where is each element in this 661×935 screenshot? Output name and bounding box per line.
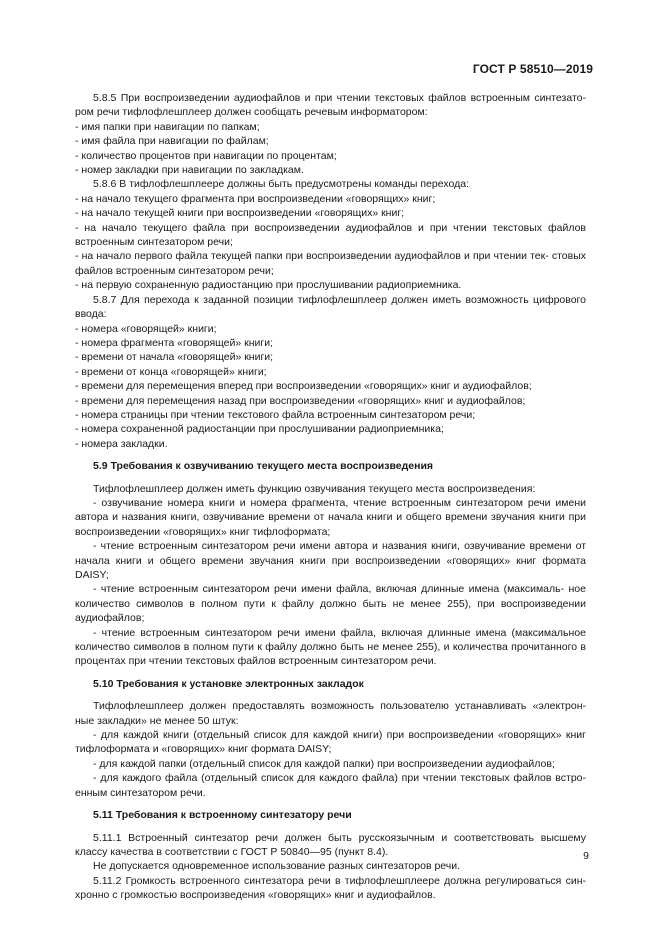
list-item: - на начало текущего файла при воспроизведении аудиофайлов и при чтении текстовых файлов встроенным синтезатором речи; xyxy=(75,221,586,249)
list-item: - имя папки при навигации по папкам; xyxy=(75,120,260,133)
page-number: 9 xyxy=(583,850,589,862)
list-item: - номера страницы при чтении текстового файла встроенным синтезатором речи; xyxy=(75,408,476,421)
paragraph-5-8-7: 5.8.7 Для перехода к заданной позиции тифлофлешплеер должен иметь возможность цифрового ввода: xyxy=(75,293,586,321)
list-item: - номера закладки. xyxy=(75,437,168,450)
list-item: - номера сохраненной радиостанции при прослушивании радиоприемника; xyxy=(75,423,444,436)
document-body xyxy=(75,91,586,903)
list-item: - времени для перемещения назад при воспроизведении «говорящих» книг и аудиофайлов; xyxy=(75,394,526,407)
list-item: - номер закладки при навигации по закладкам. xyxy=(75,164,304,177)
list-item: - для каждой папки (отдельный список для каждой папки) при воспроизведении аудиофайлов; xyxy=(93,757,555,770)
list-item: - озвучивание номера книги и номера фрагмента, чтение встроенным синтезатором речи имени автора и названия книги, озвучивание времени от начала книги и общего времени звучания книги при воспроизведении «говорящих» книг тифлоформата; xyxy=(75,496,586,538)
paragraph-5-11-2: 5.11.2 Громкость встроенного синтезатора речи в тифлофлешплеере должна регулироваться син- хронно с громкостью воспроизведения «говорящих» книг и аудиофайлов. xyxy=(75,874,586,902)
section-heading-5-11: 5.11 Требования к встроенному синтезатору речи xyxy=(93,809,352,822)
paragraph: Не допускается одновременное использование разных синтезаторов речи. xyxy=(93,860,461,873)
list-item: - чтение встроенным синтезатором речи имени автора и названия книги, озвучивание времени от начала книги и общего времени звучания книги при воспроизведении «говорящих» книг формата DAISY; xyxy=(75,540,586,581)
list-item: - количество процентов при навигации по процентам; xyxy=(75,149,337,162)
list-item: - для каждой книги (отдельный список для каждой книги) при воспроизведении «говорящих» книг тифлоформата и «говорящих» книг формата DAISY; xyxy=(75,729,586,756)
list-item: - на начало текущего фрагмента при воспроизведении «говорящих» книг; xyxy=(75,192,436,205)
list-item: - времени от конца «говорящей» книги; xyxy=(75,365,267,378)
paragraph-5-11-1: 5.11.1 Встроенный синтезатор речи должен быть русскоязычным и соответствовать высшему классу качества в соответствии с ГОСТ Р 50840—95 (пункт 8.4). xyxy=(75,831,586,858)
list-item: - времени для перемещения вперед при воспроизведении «говорящих» книг и аудиофайлов; xyxy=(75,380,532,393)
list-item: - номера «говорящей» книги; xyxy=(75,322,217,335)
section-heading-5-10: 5.10 Требования к установке электронных закладок xyxy=(93,677,364,690)
list-item: - на первую сохраненную радиостанцию при прослушивании радиоприемника. xyxy=(75,279,462,292)
section-heading-5-9: 5.9 Требования к озвучиванию текущего места воспроизведения xyxy=(93,460,434,473)
paragraph: Тифлофлешплеер должен иметь функцию озвучивания текущего места воспроизведения: xyxy=(93,482,536,495)
list-item: - чтение встроенным синтезатором речи имени файла, включая длинные имена (максимальное количество символов в полном пути к файлу должно быть не менее 255), и количества прочитанного в процентах при чтении текстовых файлов встроенным синтезатором речи. xyxy=(75,626,586,668)
list-item: - времени от начала «говорящей» книги; xyxy=(75,351,274,364)
paragraph-5-8-5: 5.8.5 При воспроизведении аудиофайлов и при чтении текстовых файлов встроенным синтезато- ром речи тифлофлешплеер должен сообщать речевым информатором: xyxy=(75,92,586,119)
list-item: - на начало текущей книги при воспроизведении «говорящих» книг; xyxy=(75,207,405,220)
list-item: - чтение встроенным синтезатором речи имени файла, включая длинные имена (максималь- ное количество символов в полном пути к файлу должно быть не менее 255), при воспроизведении аудиофайлов; xyxy=(75,583,586,625)
paragraph-5-8-6: 5.8.6 В тифлофлешплеере должны быть предусмотрены команды перехода: xyxy=(93,178,469,191)
document-header-standard: ГОСТ Р 58510—2019 xyxy=(472,62,593,76)
paragraph: Тифлофлешплеер должен предоставлять возможность пользователю устанавливать «электрон- ные закладки» не менее 50 штук: xyxy=(75,700,586,727)
list-item: - для каждого файла (отдельный список для каждого файла) при чтении текстовых файлов встро- енным синтезатором речи. xyxy=(75,772,586,799)
list-item: - имя файла при навигации по файлам; xyxy=(75,135,269,148)
list-item: - на начало первого файла текущей папки при воспроизведении аудиофайлов и при чтении тек- стовых файлов встроенным синтезатором речи; xyxy=(75,250,586,277)
list-item: - номера фрагмента «говорящей» книги; xyxy=(75,336,273,349)
